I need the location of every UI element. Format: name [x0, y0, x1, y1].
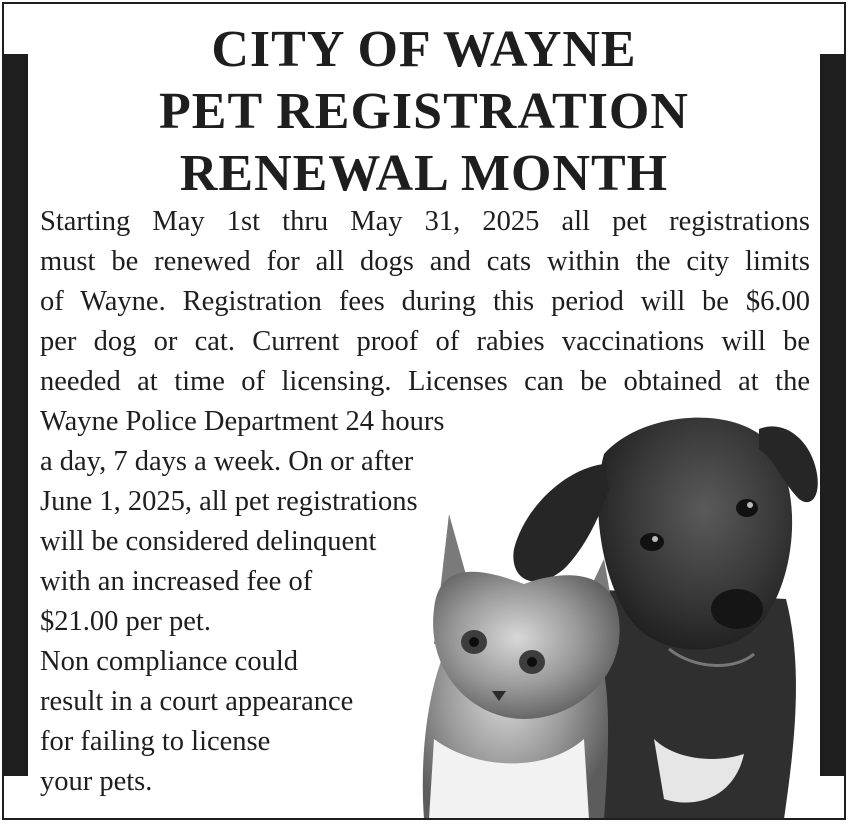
body-line: Starting May 1st thru May 31, 2025 all pet registrations [40, 206, 810, 237]
body-line: per dog or cat. Current proof of rabies vaccinations will be [40, 326, 810, 357]
body-line-narrow: result in a court appearance [40, 686, 354, 717]
body-line: must be renewed for all dogs and cats within the city limits [40, 246, 810, 277]
body-line-narrow: $21.00 per pet. [40, 606, 211, 637]
notice-frame [2, 2, 846, 820]
body-line-narrow: will be considered delinquent [40, 526, 377, 557]
kitten-and-puppy-photo [414, 409, 824, 819]
body-line-narrow: for failing to license [40, 726, 271, 757]
title-line-2: PET REGISTRATION [159, 83, 689, 140]
body-line: of Wayne. Registration fees during this period will be $6.00 [40, 286, 810, 317]
body-paragraph [40, 202, 810, 402]
body-line: needed at time of licensing. Licenses can be obtained at the [40, 366, 810, 397]
body-line-narrow: June 1, 2025, all pet registrations [40, 486, 418, 517]
body-line-narrow: your pets. [40, 766, 153, 797]
body-line-narrow: Non compliance could [40, 646, 299, 677]
body-line-narrow: a day, 7 days a week. On or after [40, 446, 414, 477]
body-line-narrow: Wayne Police Department 24 hours [40, 406, 445, 437]
title-line-1: CITY OF WAYNE [211, 21, 637, 78]
body-line-narrow: with an increased fee of [40, 566, 313, 597]
title-line-3: RENEWAL MONTH [179, 145, 669, 202]
